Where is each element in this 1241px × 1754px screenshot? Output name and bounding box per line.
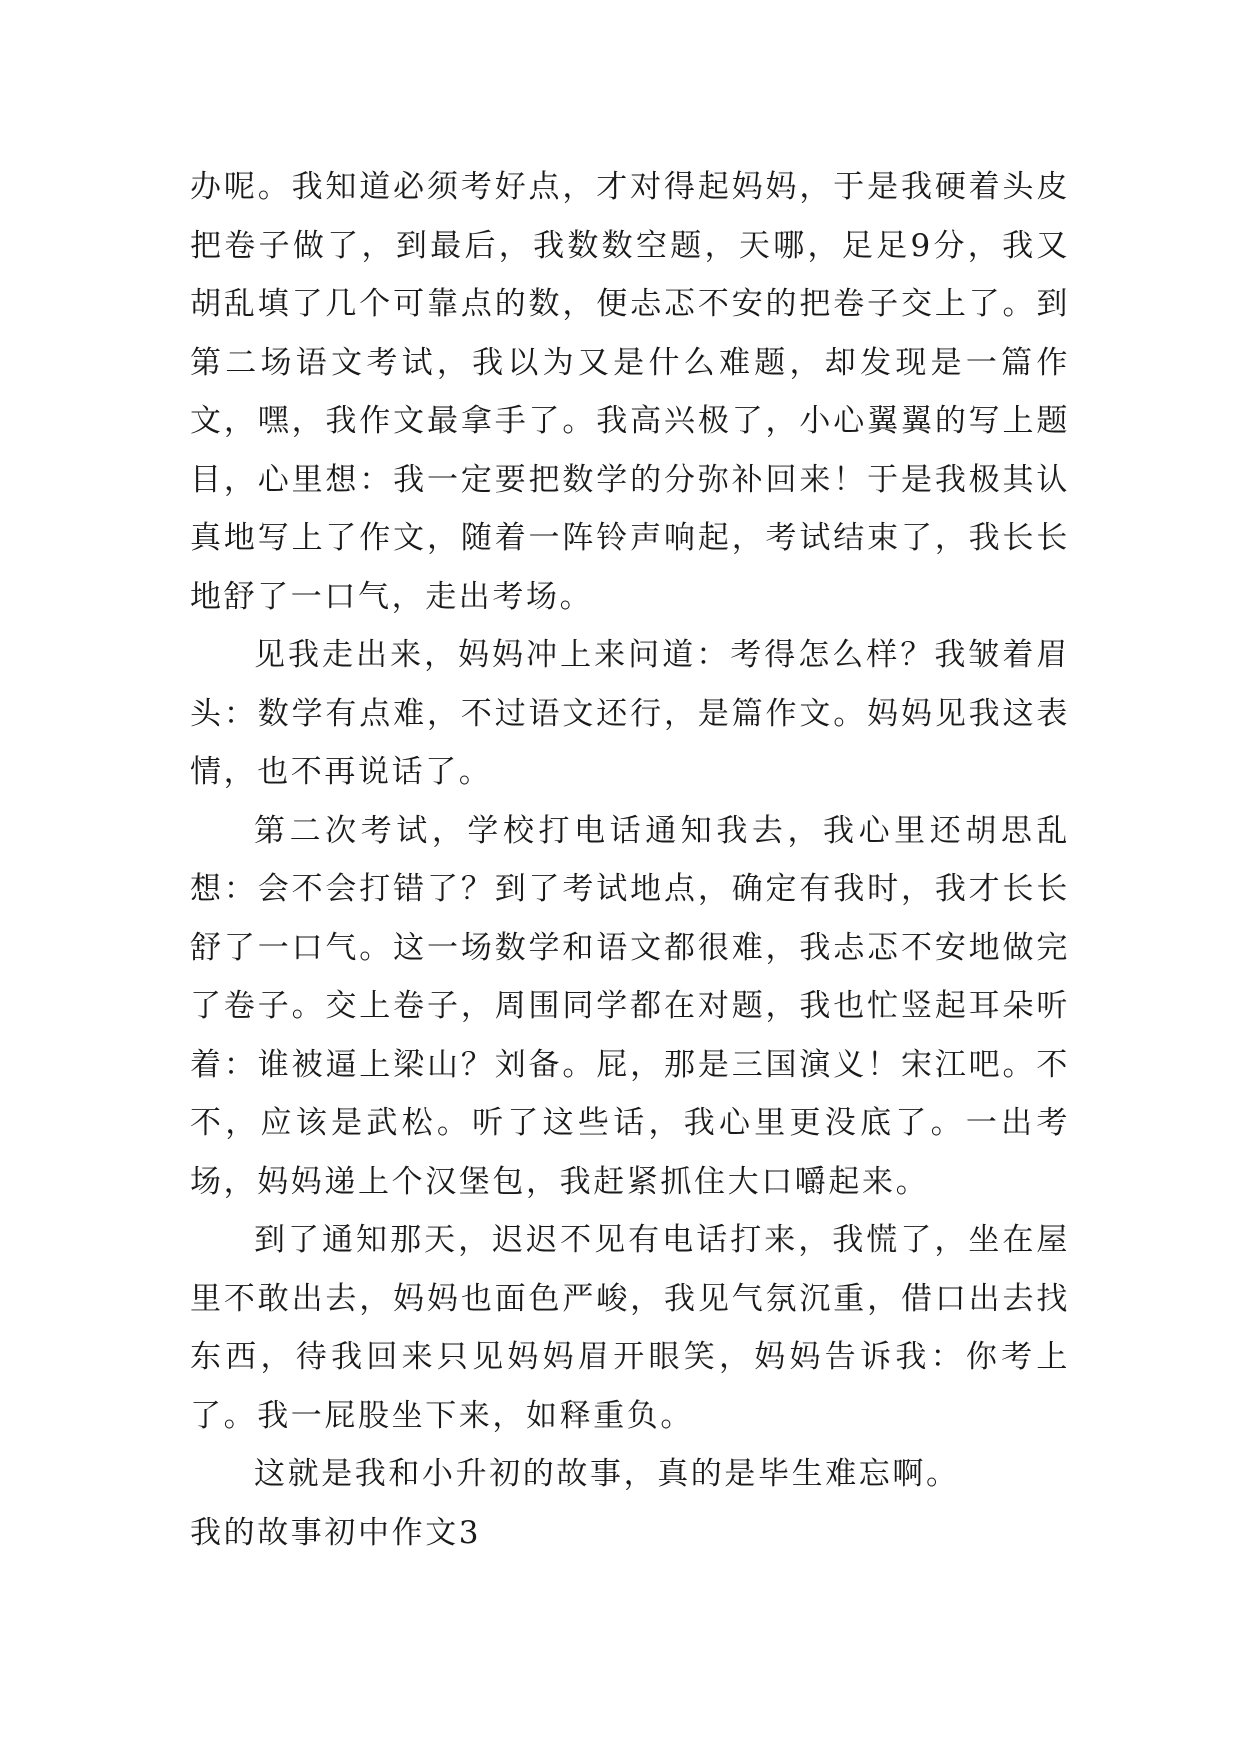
paragraph-second-exam: 第二次考试，学校打电话通知我去，我心里还胡思乱想：会不会打错了？到了考试地点，确定有我时，我才长长舒了一口气。这一场数学和语文都很难，我忐忑不安地做完了卷子。交上卷子，周围同学都在对题，我也忙竖起耳朵听着：谁被逼上梁山？刘备。屁，那是三国演义！宋江吧。不不，应该是武松。听了这些话，我心里更没底了。一出考场，妈妈递上个汉堡包，我赶紧抓住大口嚼起来。 xyxy=(190,812,1070,1200)
paragraph-leaving-exam: 见我走出来，妈妈冲上来问道：考得怎么样？我皱着眉头：数学有点难，不过语文还行，是篇作文。妈妈见我这表情，也不再说话了。 xyxy=(190,637,1070,790)
section-heading: 我的故事初中作文3 xyxy=(190,1514,482,1551)
document-body xyxy=(190,158,1070,1562)
paragraph-continuation: 办呢。我知道必须考好点，才对得起妈妈，于是我硬着头皮把卷子做了，到最后，我数数空题，天哪，足足9分，我又胡乱填了几个可靠点的数，便忐忑不安的把卷子交上了。到第二场语文考试，我以为又是什么难题，却发现是一篇作文，嘿，我作文最拿手了。我高兴极了，小心翼翼的写上题目，心里想：我一定要把数学的分弥补回来！于是我极其认真地写上了作文，随着一阵铃声响起，考试结束了，我长长地舒了一口气，走出考场。 xyxy=(190,169,1070,615)
paragraph-conclusion: 这就是我和小升初的故事，真的是毕生难忘啊。 xyxy=(254,1456,960,1492)
paragraph-notification-day: 到了通知那天，迟迟不见有电话打来，我慌了，坐在屋里不敢出去，妈妈也面色严峻，我见气氛沉重，借口出去找东西，待我回来只见妈妈眉开眼笑，妈妈告诉我：你考上了。我一屁股坐下来，如释重负。 xyxy=(190,1222,1070,1434)
